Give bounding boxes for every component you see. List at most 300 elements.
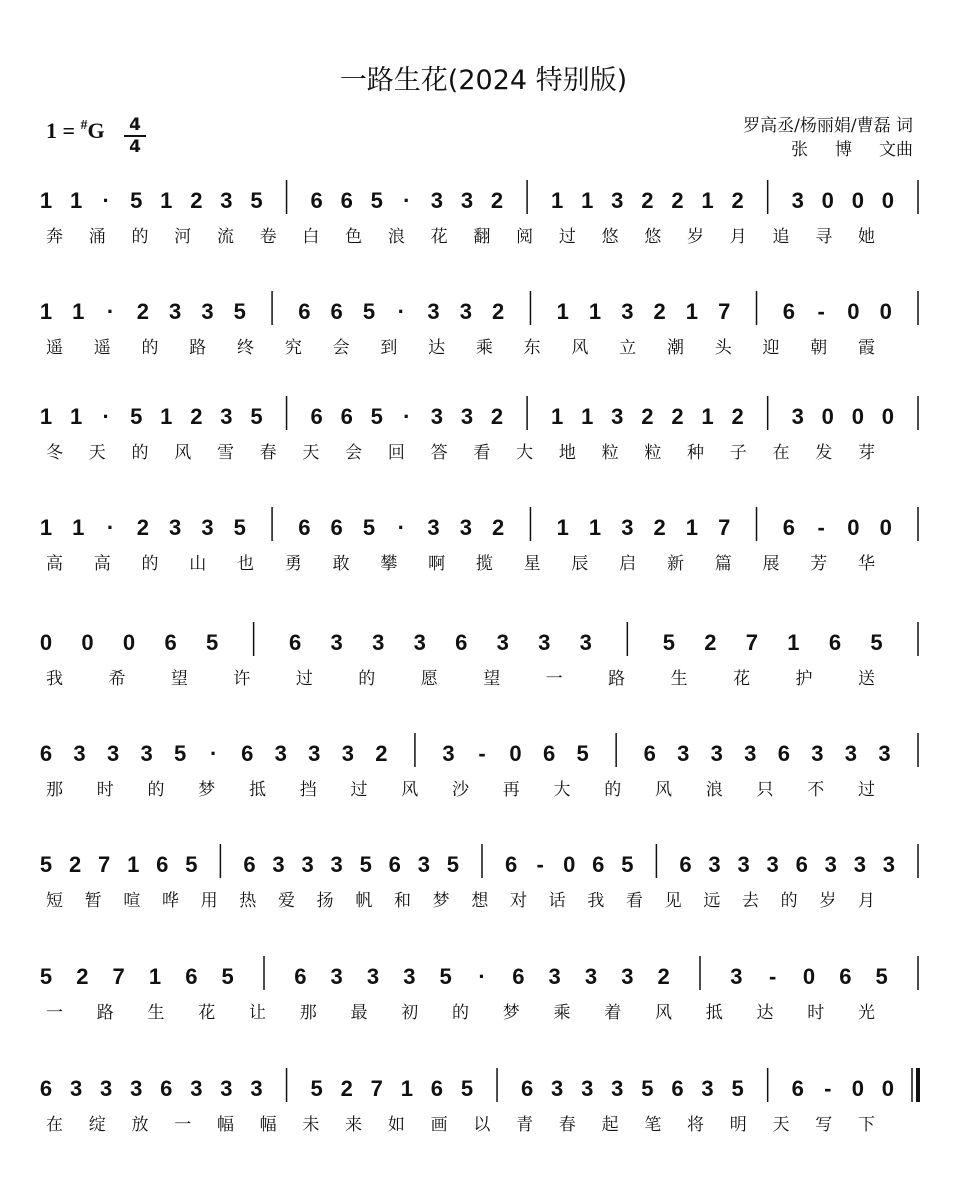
- note: 3: [744, 741, 757, 766]
- lyric-char: 着: [604, 1003, 622, 1023]
- note: 5: [233, 515, 246, 540]
- note: 6: [520, 1076, 534, 1101]
- lyric-char: 卷: [259, 227, 277, 247]
- note: 1: [581, 188, 594, 213]
- time-signature-bottom: 4: [129, 137, 141, 157]
- lyric-char: 不: [807, 780, 825, 800]
- lyric-char: 奔: [46, 227, 63, 247]
- lyric-char: 高: [93, 554, 111, 574]
- lyric-char: 月: [729, 227, 747, 247]
- note: 3: [366, 964, 380, 989]
- lyric-char: 写: [815, 1115, 833, 1135]
- note: 0: [122, 630, 136, 655]
- note: 2: [641, 188, 654, 213]
- note: 2: [136, 299, 150, 324]
- note: 6: [340, 188, 353, 213]
- lyric-char: 浪: [705, 780, 723, 800]
- lyric-char: 路: [608, 669, 626, 689]
- note: 1: [39, 188, 53, 213]
- note: 3: [459, 299, 472, 324]
- note: 1: [148, 964, 162, 989]
- lyric-char: 启: [619, 554, 637, 574]
- note: ·: [397, 299, 405, 324]
- note: 1: [556, 515, 569, 540]
- lyric-char: 风: [655, 1003, 672, 1023]
- lyric-char: 啊: [428, 554, 446, 574]
- note: 1: [701, 188, 714, 213]
- note: 0: [879, 299, 892, 324]
- note: 5: [359, 852, 372, 877]
- note: 5: [233, 299, 246, 324]
- lyric-char: 大: [553, 780, 571, 800]
- sharp-sign: #: [80, 118, 88, 133]
- note: 6: [782, 299, 795, 324]
- lyric-char: 最: [350, 1003, 368, 1023]
- lyric-char: 护: [795, 669, 813, 689]
- lyric-char: 来: [345, 1115, 363, 1135]
- lyric-char: 头: [714, 338, 732, 358]
- lyric-char: 画: [430, 1115, 448, 1135]
- lyric-char: 勇: [284, 554, 302, 574]
- lyric-char: 终: [237, 338, 255, 358]
- time-signature-top: 4: [129, 115, 141, 135]
- note: 0: [821, 404, 834, 429]
- lyric-char: 白: [302, 227, 320, 247]
- lyric-char: 愿: [420, 669, 438, 689]
- lyric-char: 流: [216, 227, 234, 247]
- note: 2: [340, 1076, 353, 1101]
- note: 0: [821, 188, 834, 213]
- lyric-char: 沙: [452, 780, 469, 800]
- lyric-char: 只: [756, 780, 774, 800]
- lyric-char: 一: [174, 1115, 192, 1135]
- score-line: [40, 507, 918, 574]
- note: 3: [73, 741, 86, 766]
- note: 3: [581, 1076, 594, 1101]
- lyric-char: 粒: [644, 443, 662, 463]
- lyric-char: 见: [664, 891, 682, 911]
- note: 2: [671, 404, 684, 429]
- note: 6: [512, 964, 525, 989]
- note: 5: [362, 515, 376, 540]
- lyric-char: 扬: [316, 891, 334, 911]
- note: 2: [490, 404, 504, 429]
- note: 2: [76, 964, 89, 989]
- note: ·: [106, 515, 115, 540]
- note: 6: [504, 852, 518, 877]
- note: 3: [220, 404, 233, 429]
- lyric-char: 初: [401, 1003, 419, 1023]
- note: 3: [621, 515, 634, 540]
- lyric-char: 也: [237, 554, 255, 574]
- note: 1: [69, 404, 83, 429]
- lyric-char: 春: [259, 443, 277, 463]
- note: 1: [39, 515, 53, 540]
- note: 1: [72, 515, 85, 540]
- lyric-char: 梦: [432, 891, 450, 911]
- lyric-char: 地: [558, 443, 576, 463]
- note: 0: [81, 630, 94, 655]
- note: 6: [777, 741, 790, 766]
- note: 6: [795, 852, 808, 877]
- note: 0: [881, 188, 895, 213]
- note: 1: [69, 188, 83, 213]
- lyric-char: 的: [131, 227, 149, 247]
- note: 5: [731, 1076, 744, 1101]
- lyric-char: 遥: [46, 338, 63, 358]
- note: 6: [671, 1076, 684, 1101]
- note: 6: [243, 852, 256, 877]
- lyric-char: 的: [780, 891, 798, 911]
- note: 3: [100, 1076, 113, 1101]
- lyric-char: 爱: [278, 891, 295, 911]
- lyric-char: 高: [46, 554, 63, 574]
- note: 5: [875, 964, 888, 989]
- lyric-char: 下: [858, 1115, 875, 1135]
- lyric-char: 和: [394, 891, 411, 911]
- lyric-char: 答: [430, 443, 448, 463]
- note: 5: [185, 852, 198, 877]
- note: 2: [190, 188, 203, 213]
- note: 1: [685, 515, 699, 540]
- note: 0: [881, 1076, 895, 1101]
- lyric-char: 乘: [475, 338, 493, 358]
- note: 5: [174, 741, 187, 766]
- note: 3: [824, 852, 837, 877]
- note: 5: [39, 852, 53, 877]
- lyric-char: 我: [46, 669, 63, 689]
- note: 1: [556, 299, 569, 324]
- note: 3: [330, 852, 343, 877]
- note: 3: [220, 188, 233, 213]
- note: 5: [641, 1076, 654, 1101]
- note: 3: [611, 404, 624, 429]
- note: 3: [460, 404, 474, 429]
- lyric-char: 朝: [810, 338, 828, 358]
- note: 3: [442, 741, 455, 766]
- score-line: [40, 396, 918, 463]
- lyric-char: 霞: [858, 338, 875, 358]
- note: 6: [388, 852, 401, 877]
- note: 0: [881, 404, 895, 429]
- lyric-char: 幅: [216, 1115, 234, 1135]
- lyric-char: 的: [604, 780, 622, 800]
- note: 5: [460, 1076, 474, 1101]
- lyric-char: 路: [189, 338, 207, 358]
- note: 6: [340, 404, 353, 429]
- lyric-char: 望: [170, 669, 188, 689]
- lyric-char: 风: [655, 780, 672, 800]
- lyric-char: 青: [516, 1115, 534, 1135]
- lyric-char: 天: [88, 443, 106, 463]
- note: ·: [397, 515, 405, 540]
- key-note: G: [87, 118, 105, 143]
- lyric-char: 挡: [299, 780, 317, 800]
- note: 1: [39, 299, 53, 324]
- lyric-char: 过: [558, 227, 576, 247]
- lyric-char: 遥: [93, 338, 111, 358]
- lyric-char: 梦: [198, 780, 216, 800]
- note: 3: [201, 299, 214, 324]
- score-line: [40, 180, 918, 247]
- note: 6: [839, 964, 852, 989]
- lyric-char: 话: [548, 891, 566, 911]
- lyric-char: 生: [147, 1003, 165, 1023]
- note: 3: [811, 741, 824, 766]
- note: 3: [130, 1076, 143, 1101]
- note: 0: [851, 1076, 864, 1101]
- note: ·: [478, 964, 486, 989]
- note: 2: [731, 188, 744, 213]
- lyricists-credit: 罗高丞/杨丽娟/曹磊 词: [743, 116, 913, 136]
- lyric-char: 发: [815, 443, 833, 463]
- lyric-char: 时: [96, 780, 114, 800]
- note: 3: [220, 1076, 233, 1101]
- lyric-char: 辰: [571, 554, 589, 574]
- note: 3: [853, 852, 866, 877]
- note: 2: [641, 404, 654, 429]
- note: 5: [621, 852, 634, 877]
- note: 5: [221, 964, 234, 989]
- note: 3: [427, 299, 440, 324]
- note: 3: [372, 630, 385, 655]
- note: 3: [403, 964, 416, 989]
- note: 7: [112, 964, 125, 989]
- note: 6: [828, 630, 842, 655]
- lyric-char: 一: [46, 1003, 63, 1023]
- note: 0: [879, 515, 892, 540]
- lyric-char: 敢: [332, 554, 350, 574]
- lyric-char: 究: [284, 338, 302, 358]
- note: 3: [427, 515, 440, 540]
- score-line: [40, 622, 918, 689]
- note: 3: [611, 188, 624, 213]
- lyric-char: 花: [430, 227, 448, 247]
- note: 3: [417, 852, 430, 877]
- note: 6: [289, 630, 302, 655]
- lyric-char: 迎: [762, 338, 780, 358]
- note: 6: [298, 515, 311, 540]
- note: 3: [301, 852, 314, 877]
- note: 2: [136, 515, 150, 540]
- lyric-char: 看: [473, 443, 491, 463]
- note: 6: [330, 299, 343, 324]
- note: 6: [298, 299, 311, 324]
- lyric-char: 的: [141, 338, 159, 358]
- note: 7: [718, 299, 731, 324]
- lyric-char: 揽: [475, 554, 493, 574]
- note: 1: [685, 299, 699, 324]
- lyric-char: 花: [198, 1003, 216, 1023]
- note: 3: [878, 741, 891, 766]
- note: 6: [782, 515, 795, 540]
- lyric-char: 的: [131, 443, 149, 463]
- note: 2: [190, 404, 203, 429]
- note: -: [824, 1076, 832, 1101]
- note: 3: [791, 188, 804, 213]
- lyric-char: 展: [762, 554, 780, 574]
- note: 5: [446, 852, 460, 877]
- note: 3: [548, 964, 561, 989]
- lyric-char: 到: [380, 338, 398, 358]
- note: 3: [106, 741, 120, 766]
- note: 1: [551, 404, 564, 429]
- note: 3: [584, 964, 598, 989]
- lyric-char: 帆: [355, 891, 373, 911]
- note: 3: [791, 404, 804, 429]
- note: 0: [509, 741, 522, 766]
- lyric-char: 她: [858, 227, 875, 247]
- lyric-char: 希: [108, 669, 126, 689]
- note: ·: [403, 404, 411, 429]
- note: 3: [201, 515, 214, 540]
- note: 1: [160, 404, 173, 429]
- note: 6: [241, 741, 254, 766]
- note: 1: [787, 630, 800, 655]
- note: 2: [653, 299, 666, 324]
- note: 2: [375, 741, 388, 766]
- lyric-char: 芳: [810, 554, 828, 574]
- note: 1: [701, 404, 714, 429]
- lyric-char: 的: [358, 669, 376, 689]
- note: 1: [400, 1076, 413, 1101]
- note: ·: [102, 404, 110, 429]
- note: 3: [882, 852, 896, 877]
- lyric-char: 梦: [502, 1003, 520, 1023]
- lyric-char: 短: [46, 891, 63, 911]
- note: 7: [370, 1076, 383, 1101]
- note: 5: [370, 188, 383, 213]
- lyric-char: 时: [807, 1003, 825, 1023]
- note: 3: [708, 852, 721, 877]
- lyric-char: 热: [239, 891, 257, 911]
- lyric-char: 新: [666, 554, 684, 574]
- lyric-char: 攀: [380, 554, 398, 574]
- note: 1: [551, 188, 564, 213]
- note: 1: [588, 515, 602, 540]
- lyric-char: 翻: [473, 227, 491, 247]
- note: ·: [102, 188, 110, 213]
- lyric-char: 的: [141, 554, 159, 574]
- note: 2: [492, 299, 505, 324]
- lyric-char: 芽: [858, 443, 875, 463]
- note: 5: [310, 1076, 323, 1101]
- lyric-char: 放: [131, 1115, 149, 1135]
- note: 6: [185, 964, 198, 989]
- note: 3: [250, 1076, 263, 1101]
- note: 3: [677, 741, 690, 766]
- lyric-char: 如: [387, 1115, 405, 1135]
- note: -: [769, 964, 777, 989]
- lyric-char: 悠: [644, 227, 662, 247]
- note: 6: [310, 188, 323, 213]
- lyric-char: 达: [428, 338, 446, 358]
- note: 3: [169, 299, 182, 324]
- lyric-char: 花: [733, 669, 751, 689]
- note: 5: [250, 404, 263, 429]
- note: 6: [592, 852, 605, 877]
- lyric-char: 天: [302, 443, 320, 463]
- lyric-char: 涌: [88, 227, 106, 247]
- lyric-char: 星: [523, 554, 541, 574]
- note: 7: [98, 852, 111, 877]
- lyric-char: 的: [147, 780, 165, 800]
- note: 3: [413, 630, 426, 655]
- note: 6: [330, 515, 343, 540]
- lyric-char: 月: [858, 891, 875, 911]
- lyric-char: 潮: [666, 338, 684, 358]
- note: 6: [294, 964, 307, 989]
- note: 2: [671, 188, 684, 213]
- lyric-char: 抵: [249, 780, 266, 800]
- note: 6: [643, 741, 656, 766]
- note: 2: [704, 630, 717, 655]
- note: 3: [459, 515, 472, 540]
- note: 3: [190, 1076, 203, 1101]
- note: 5: [205, 630, 219, 655]
- lyric-char: 送: [858, 669, 875, 689]
- note: 3: [330, 630, 343, 655]
- note: 6: [156, 852, 169, 877]
- note: 0: [851, 188, 864, 213]
- note: -: [478, 741, 486, 766]
- note: ·: [106, 299, 115, 324]
- lyric-char: 笔: [644, 1115, 662, 1135]
- lyric-char: 色: [345, 227, 363, 247]
- lyric-char: 风: [174, 443, 192, 463]
- note: 5: [662, 630, 675, 655]
- note: 3: [579, 630, 592, 655]
- lyric-char: 幅: [259, 1115, 277, 1135]
- lyric-char: 大: [516, 443, 534, 463]
- note: 1: [39, 404, 53, 429]
- note: 2: [492, 515, 505, 540]
- note: 6: [160, 1076, 173, 1101]
- note: 3: [701, 1076, 714, 1101]
- lyric-char: 暂: [84, 891, 102, 911]
- lyric-char: 达: [756, 1003, 774, 1023]
- lyric-char: 篇: [714, 554, 732, 574]
- lyric-char: 的: [452, 1003, 469, 1023]
- note: 1: [72, 299, 85, 324]
- score-line: [40, 1068, 918, 1135]
- note: 6: [791, 1076, 804, 1101]
- note: 3: [274, 741, 287, 766]
- note: 3: [169, 515, 182, 540]
- note: 1: [581, 404, 594, 429]
- note: 6: [39, 1076, 53, 1101]
- lyric-char: 光: [858, 1003, 875, 1023]
- composer-credit: 张 博 文曲: [790, 140, 913, 160]
- note: 6: [679, 852, 692, 877]
- note: 5: [870, 630, 883, 655]
- score-line: [40, 956, 918, 1023]
- lyric-char: 用: [200, 891, 218, 911]
- note: 1: [588, 299, 602, 324]
- lyric-char: 岁: [687, 227, 705, 247]
- lyric-char: 立: [619, 338, 637, 358]
- lyric-char: 浪: [387, 227, 405, 247]
- lyric-char: 河: [174, 227, 192, 247]
- lyric-char: 风: [571, 338, 589, 358]
- note: 3: [430, 188, 444, 213]
- note: 0: [851, 404, 864, 429]
- lyric-char: 雪: [216, 443, 234, 463]
- lyric-char: 乘: [553, 1003, 571, 1023]
- note: 0: [563, 852, 576, 877]
- note: 5: [370, 404, 383, 429]
- note: 3: [611, 1076, 624, 1101]
